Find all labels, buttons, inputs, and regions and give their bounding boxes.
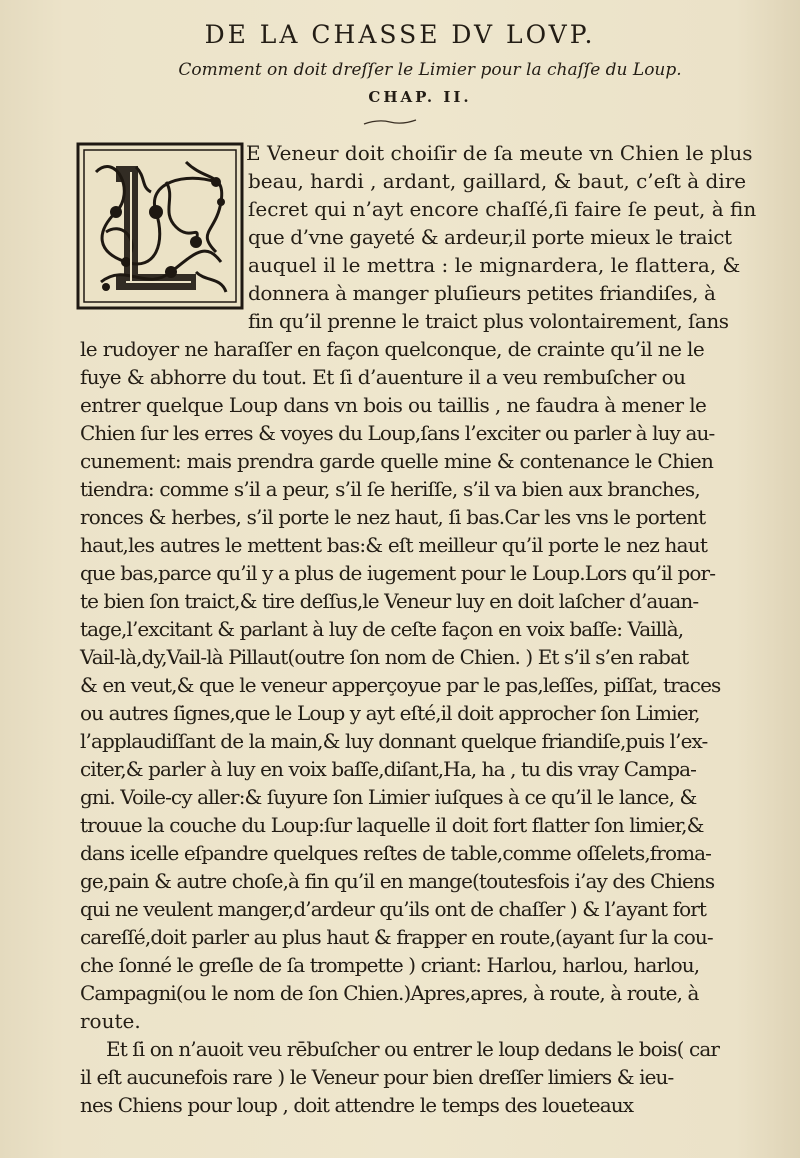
- text-line: & en veut,& que le veneur apperçoyue par le pas,leſſes, piſſat, traces: [80, 673, 721, 697]
- text-line: beau, hardi , ardant, gaillard, & baut, c’eſt à dire: [248, 169, 747, 193]
- text-line: qui ne veulent manger,d’ardeur qu’ils ont de chaſſer ) & l’ayant fort: [80, 897, 707, 921]
- ornament-rule-icon: [362, 118, 418, 126]
- text-line: tage,l’excitant & parlant à luy de ceſte façon en voix baſſe: Vaillà,: [80, 617, 684, 641]
- text-line: citer,& parler à luy en voix baſſe,diſant,Ha, ha , tu dis vray Campa-: [80, 757, 697, 781]
- text-line: il eſt aucunefois rare ) le Veneur pour bien dreſſer limiers & ieu-: [80, 1065, 674, 1089]
- text-line: cunement: mais prendra garde quelle mine & contenance le Chien: [80, 449, 714, 473]
- text-line: auquel il le mettra : le mignardera, le flattera, &: [248, 253, 741, 277]
- text-line: l’applaudiſſant de la main,& luy donnant quelque friandiſe,puis l’ex-: [80, 729, 708, 753]
- text-line: Vail-là,dy,Vail-là Pillaut(outre ſon nom de Chien. ) Et s’il s’en rabat: [80, 645, 689, 669]
- text-line: que d’vne gayeté & ardeur,il porte mieux le traict: [248, 225, 732, 249]
- text-line: trouue la couche du Loup:ſur laquelle il doit fort flatter ſon limier,&: [80, 813, 704, 837]
- text-line: Chien ſur les erres & voyes du Loup,ſans l’exciter ou parler à luy au-: [80, 421, 715, 445]
- chapter-number: CHAP. II.: [368, 88, 472, 106]
- text-line: ronces & herbes, s’il porte le nez haut, ſi bas.Car les vns le portent: [80, 505, 706, 529]
- text-line: che ſonné le greſle de ſa trompette ) criant: Harlou, harlou, harlou,: [80, 953, 700, 977]
- text-line: Et ſi on n’auoit veu rēbuſcher ou entrer le loup dedans le bois( car: [106, 1037, 720, 1061]
- text-line: entrer quelque Loup dans vn bois ou taillis , ne faudra à mener le: [80, 393, 707, 417]
- ornate-initial-icon: [76, 142, 244, 310]
- text-line: E Veneur doit choiſir de ſa meute vn Chien le plus: [246, 141, 753, 165]
- text-line: careſſé,doit parler au plus haut & frapper en route,(ayant ſur la cou-: [80, 925, 713, 949]
- text-line: route.: [80, 1009, 141, 1033]
- text-line: ſecret qui n’ayt encore chaſſé,ſi faire ſe peut, à fin: [248, 197, 757, 221]
- text-line: haut,les autres le mettent bas:& eſt meilleur qu’il porte le nez haut: [80, 533, 708, 557]
- text-line: donnera à manger pluſieurs petites friandiſes, à: [248, 281, 716, 305]
- text-line: dans icelle eſpandre quelques reſtes de table,comme oſſelets,froma-: [80, 841, 712, 865]
- text-line: ge,pain & autre choſe,à fin qu’il en mange(toutesfois i’ay des Chiens: [80, 869, 715, 893]
- chapter-subtitle: Comment on doit dreſſer le Limier pour la chaſſe du Loup.: [178, 60, 682, 80]
- text-line: le rudoyer ne haraſſer en façon quelconque, de crainte qu’il ne le: [80, 337, 705, 361]
- running-title: DE LA CHASSE DV LOVP.: [204, 20, 596, 49]
- text-line: te bien ſon traict,& tire deſſus,le Veneur luy en doit laſcher d’auan-: [80, 589, 699, 613]
- text-line: gni. Voile-cy aller:& ſuyure ſon Limier iuſques à ce qu’il le lance, &: [80, 785, 697, 809]
- text-line: nes Chiens pour loup , doit attendre le temps des loueteaux: [80, 1093, 634, 1117]
- text-line: fin qu’il prenne le traict plus volontairement, ſans: [248, 309, 729, 333]
- text-line: ou autres ſignes,que le Loup y ayt eſté,il doit approcher ſon Limier,: [80, 701, 700, 725]
- text-line: tiendra: comme s’il a peur, s’il ſe heriſſe, s’il va bien aux branches,: [80, 477, 700, 501]
- text-line: Campagni(ou le nom de ſon Chien.)Apres,apres, à route, à route, à: [80, 981, 699, 1005]
- text-line: que bas,parce qu’il y a plus de iugement pour le Loup.Lors qu’il por-: [80, 561, 716, 585]
- text-line: fuye & abhorre du tout. Et ſi d’auenture il a veu rembuſcher ou: [80, 365, 686, 389]
